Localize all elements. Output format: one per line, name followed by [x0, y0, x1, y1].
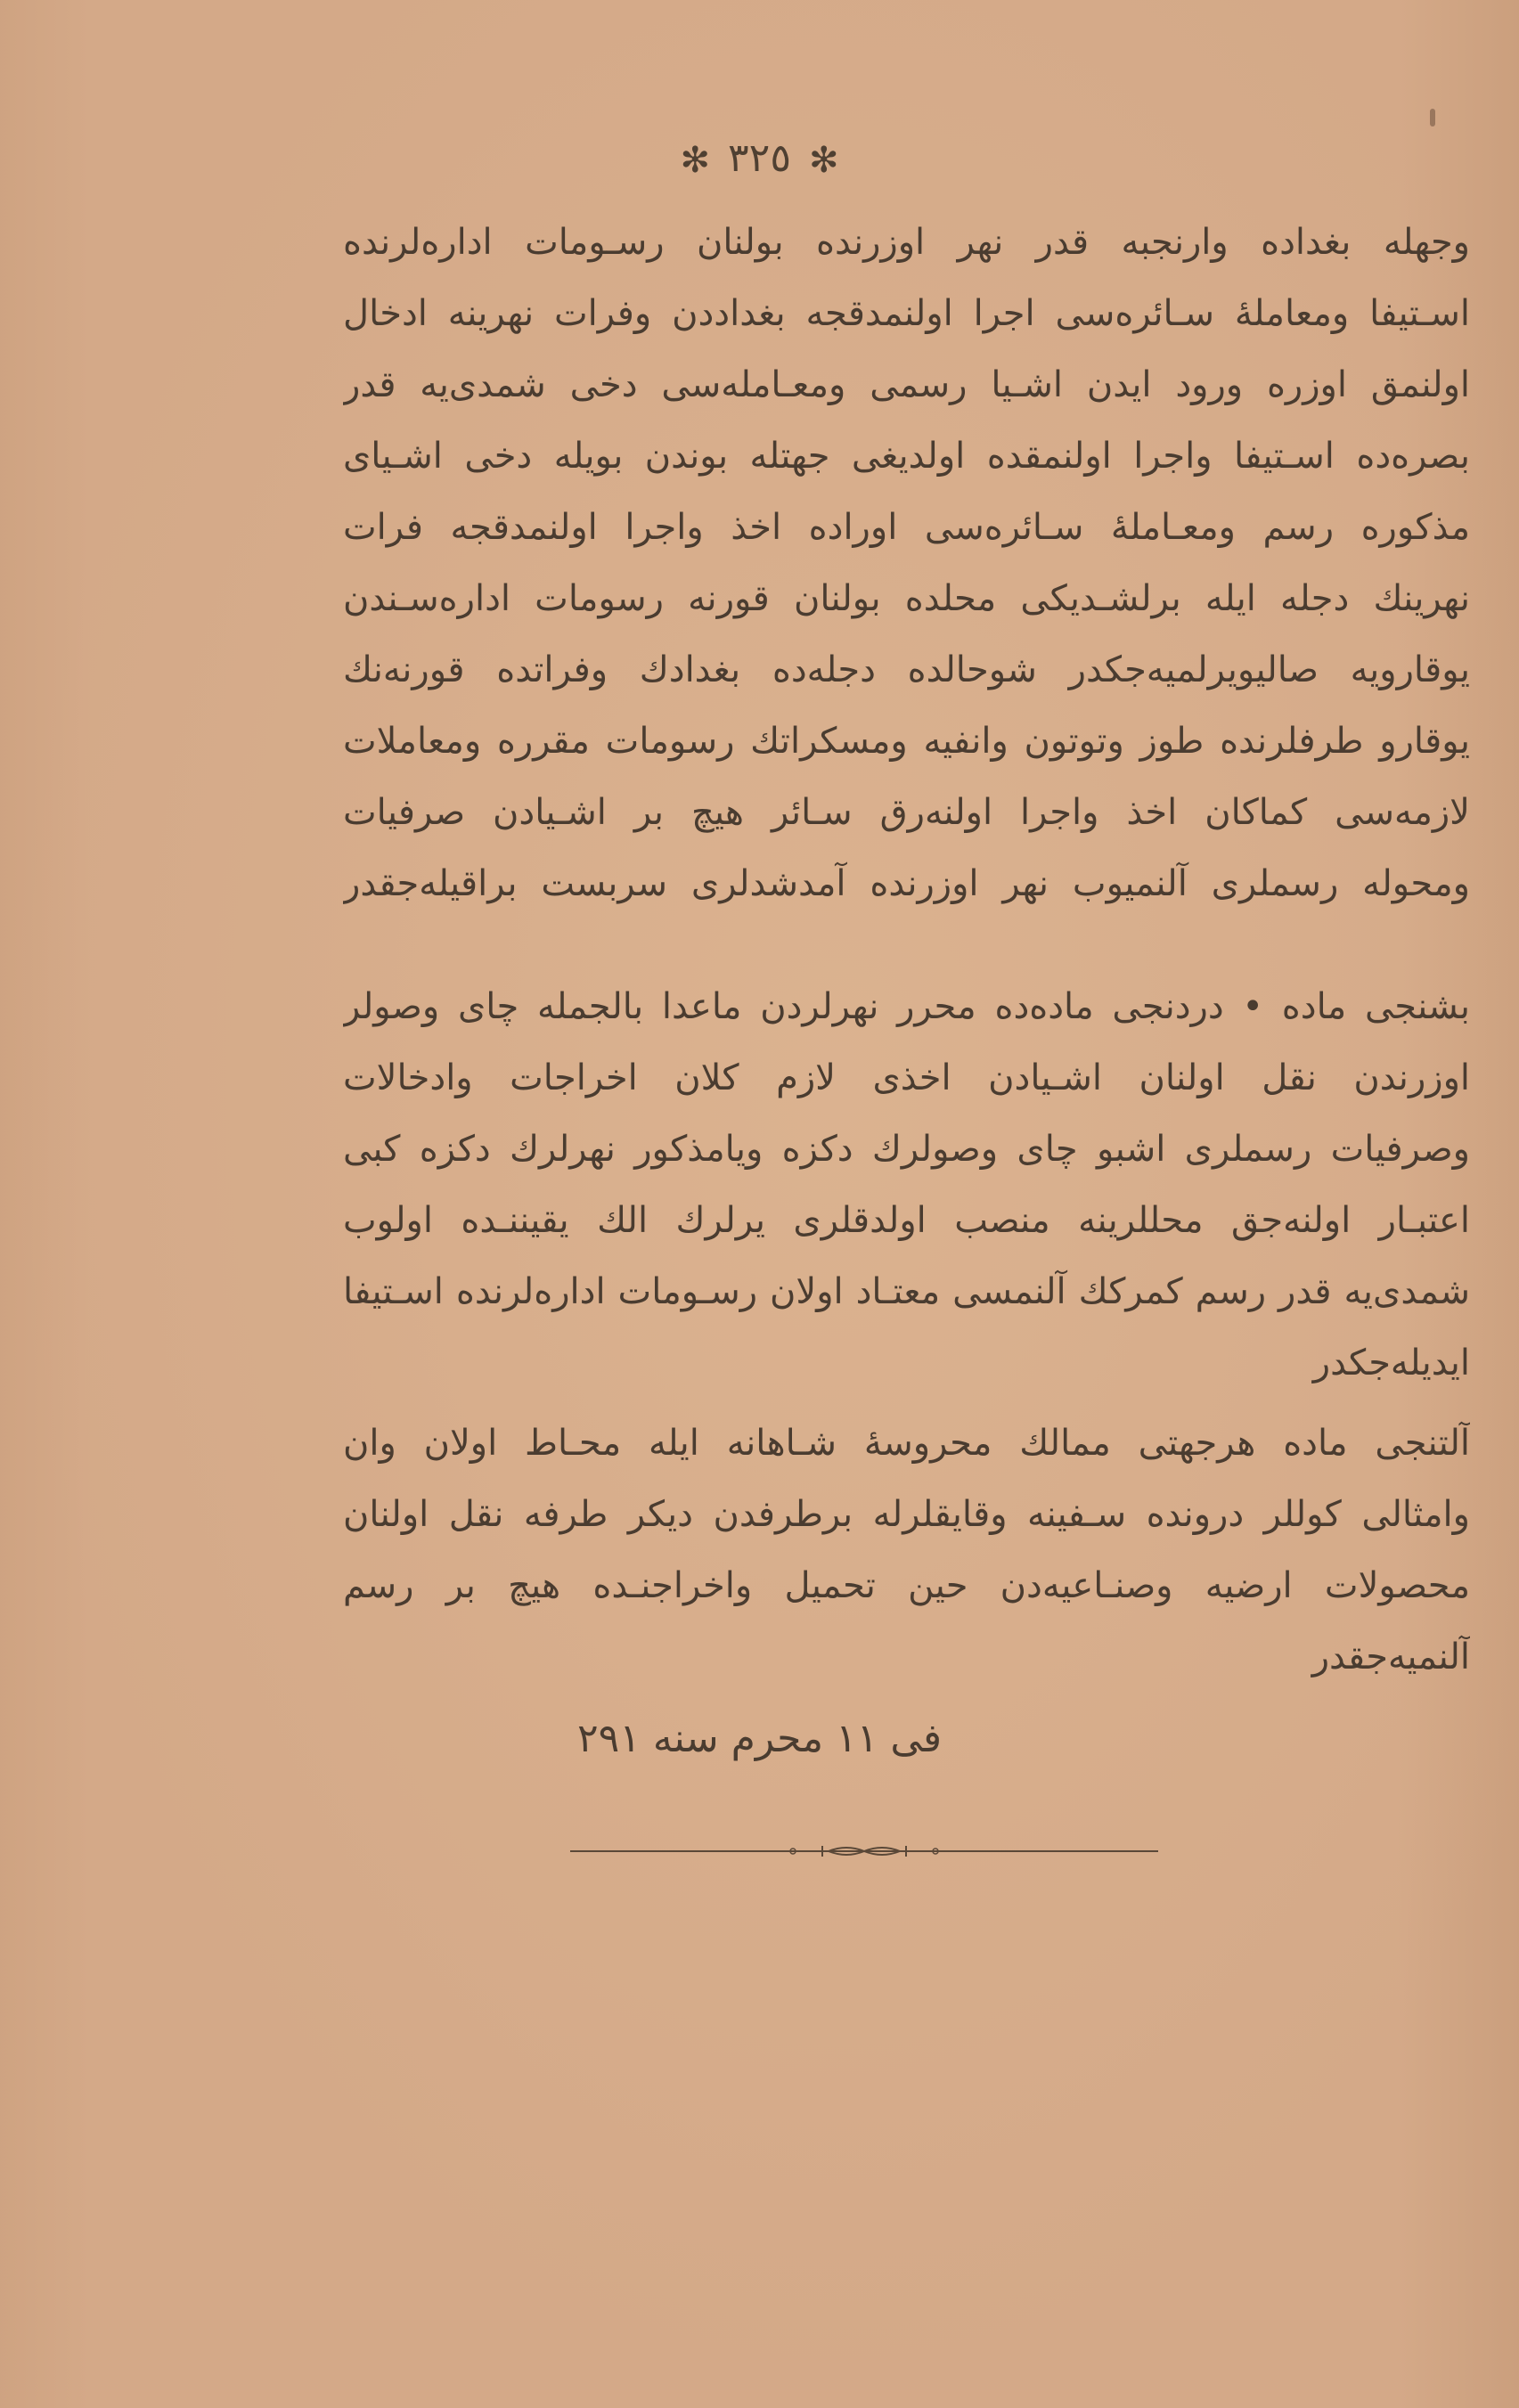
text-line: بشنجی ماده • دردنجی ماده‌ده محرر نهرلردن ماعدا بالجمله چای وصولر: [343, 986, 1470, 1027]
date-line: فی ١١ محرم سنه ٢٩١: [576, 1716, 943, 1761]
text-line: اوزرندن نقل اولنان اشـيادن اخذی لازم كلان اخراجات وادخالات: [343, 1057, 1470, 1098]
page-number: ٣٢٥: [728, 135, 791, 181]
text-line: وصرفيات رسملری اشبو چای وصولرك دكزه ويامذكور نهرلرك دكزه كبی: [343, 1129, 1470, 1170]
paragraph-1: [343, 207, 1470, 919]
text-line: بصره‌ده اسـتيفا واجرا اولنمقده اولدیغی جهتله بوندن بویله دخی اشـيای: [343, 436, 1470, 477]
text-line: وجهله بغداده وارنجبه قدر نهر اوزرنده بولنان رسـومات ادارەلرنده: [343, 222, 1470, 263]
text-line: اعتبـار اولنه‌جق محللرينه منصب اولدقلری يرلرك الك يقيننـده اولوب: [343, 1200, 1470, 1241]
text-line: يوقارو طرفلرنده طوز وتوتون وانفيه ومسكراتك رسومات مقرره ومعاملات: [343, 721, 1470, 762]
ornamental-divider-icon: [570, 1842, 1158, 1860]
text-line: اولنمق اوزره ورود ايدن اشـيا رسمی ومعـاملەسی دخی شمدی‌یه قدر: [343, 364, 1470, 405]
text-line: لازمەسی كماكان اخذ واجرا اولنه‌رق سـائر هيچ بر اشـيادن صرفيات: [343, 792, 1470, 833]
text-line: آلتنجی ماده هرجهتی ممالك محروسهٔ شـاهانه ايله محـاط اولان وان: [343, 1423, 1470, 1464]
text-line: محصولات ارضيه وصنـاعيه‌دن حين تحميل واخراجنـده هيچ بر رسم: [343, 1565, 1470, 1606]
text-line: نهرينك دجله ايله برلشـديكی محلده بولنان قورنه رسومات ادارەسـندن: [343, 578, 1470, 619]
text-line: مذكوره رسم ومعـاملهٔ سـائرەسی اوراده اخذ واجرا اولنمدقجه فرات: [343, 507, 1470, 548]
text-line: ومحوله رسملری آلنميوب نهر اوزرنده آمدشدلری سربست براقيله‌جقدر: [343, 863, 1470, 904]
text-line: آلنميه‌جقدر: [1311, 1637, 1470, 1677]
asterisk-ornament-icon: ✻: [680, 140, 711, 181]
paragraph-article-6: [343, 1408, 1470, 1693]
text-line: يوقارويه صاليويرلميه‌جكدر شوحالده دجله‌ده بغدادك وفراتده قورنه‌نك: [343, 649, 1470, 690]
text-line: شمدی‌يه قدر رسم كمركك آلنمسی معتـاد اولان رسـومات ادارەلرنده اسـتيفا: [343, 1271, 1470, 1312]
text-line: وامثالی كوللر درونده سـفينه وقايقلرله برطرفدن ديكر طرفه نقل اولنان: [343, 1494, 1470, 1535]
asterisk-ornament-icon: ✻: [808, 140, 839, 181]
paper-stain: [1430, 109, 1435, 127]
paragraph-article-5: [343, 971, 1470, 1399]
text-line: ايديله‌جكدر: [1312, 1343, 1470, 1384]
text-line: اسـتيفا ومعاملهٔ سـائرەسی اجرا اولنمدقجه بغداددن وفرات نهرینه ادخال: [343, 293, 1470, 334]
page-number-header: [0, 132, 1519, 187]
